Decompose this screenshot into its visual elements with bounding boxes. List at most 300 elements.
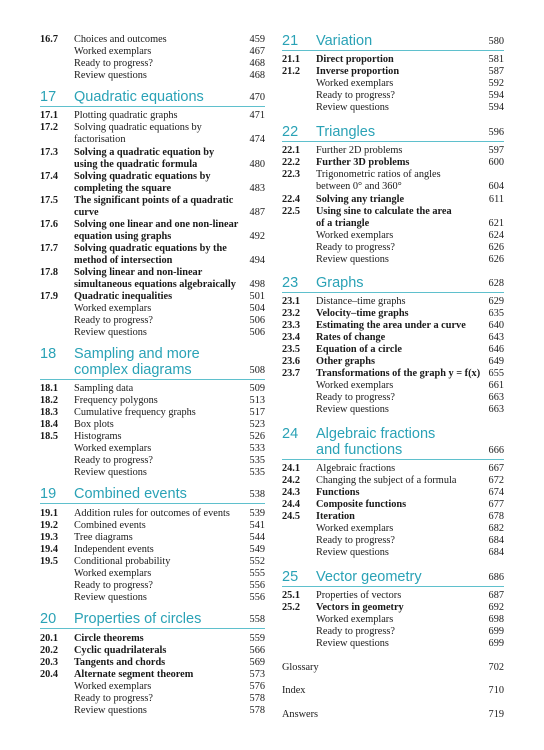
toc-entry[interactable]: [282, 368, 504, 380]
toc-entry[interactable]: [40, 568, 265, 580]
section-title: factorisation: [74, 134, 126, 145]
toc-entry[interactable]: [282, 296, 504, 308]
section-page-number: 494: [249, 255, 265, 266]
toc-entry[interactable]: [40, 395, 265, 407]
section-title: Ready to progress?: [74, 693, 153, 704]
section-page-number: 539: [249, 508, 265, 519]
section-title: Worked exemplars: [316, 78, 394, 89]
section-page-number: 541: [249, 520, 265, 531]
section-number: 20.1: [40, 633, 59, 644]
section-page-number: 684: [488, 547, 504, 558]
section-title: simultaneous equations algebraically: [74, 279, 236, 290]
chapter-number: 23: [282, 275, 299, 291]
section-title: Review questions: [316, 638, 389, 649]
section-title: Transformations of the graph y = f(x): [316, 368, 481, 379]
toc-entry[interactable]: [282, 626, 504, 638]
entry-title: Index: [282, 685, 306, 696]
chapter-number: 20: [40, 611, 57, 627]
section-title: Vectors in geometry: [316, 602, 404, 613]
section-title: Trigonometric ratios of angles: [316, 169, 441, 180]
toc-entry[interactable]: [282, 54, 504, 66]
section-page-number: 674: [488, 487, 504, 498]
section-title: Tree diagrams: [74, 532, 133, 543]
section-number: 18.3: [40, 407, 59, 418]
section-page-number: 667: [488, 463, 504, 474]
section-number: 23.7: [282, 368, 301, 379]
chapter-title-line: Combined events: [74, 486, 187, 502]
toc-entry[interactable]: [282, 78, 504, 90]
toc-entry[interactable]: [40, 46, 265, 58]
toc-entry[interactable]: [40, 383, 265, 395]
toc-entry[interactable]: [40, 407, 265, 419]
section-number: 17.1: [40, 110, 59, 121]
section-title: Changing the subject of a formula: [316, 475, 457, 486]
toc-entry[interactable]: [282, 254, 504, 266]
toc-entry[interactable]: [282, 590, 504, 602]
section-number: 18.4: [40, 419, 59, 430]
section-title: Ready to progress?: [316, 535, 395, 546]
chapter-number: 22: [282, 124, 299, 140]
toc-entry[interactable]: [282, 102, 504, 114]
section-title: Cyclic quadrilaterals: [74, 645, 167, 656]
section-number: 25.2: [282, 602, 301, 613]
section-title: Further 3D problems: [316, 157, 410, 168]
section-number: 24.4: [282, 499, 301, 510]
section-page-number: 535: [249, 455, 265, 466]
chapter-title: [74, 89, 204, 105]
chapter-title: [74, 611, 201, 627]
toc-entry[interactable]: [282, 90, 504, 102]
toc-entry-continuation[interactable]: [40, 231, 265, 243]
chapter-title: [316, 33, 372, 49]
section-page-number: 552: [249, 556, 265, 567]
toc-entry[interactable]: [40, 195, 265, 207]
section-page-number: 523: [249, 419, 265, 430]
back-matter-entry[interactable]: [282, 685, 504, 697]
section-page-number: 699: [488, 626, 504, 637]
section-page-number: 672: [488, 475, 504, 486]
section-number: 18.5: [40, 431, 59, 442]
section-title: Cumulative frequency graphs: [74, 407, 196, 418]
section-title: Worked exemplars: [74, 46, 152, 57]
section-page-number: 559: [249, 633, 265, 644]
chapter-title-line: Graphs: [316, 275, 364, 291]
section-number: 17.5: [40, 195, 59, 206]
toc-entry[interactable]: [282, 499, 504, 511]
toc-entry[interactable]: [282, 356, 504, 368]
section-number: 22.2: [282, 157, 301, 168]
chapter-page-number: 686: [488, 572, 504, 583]
section-page-number: 549: [249, 544, 265, 555]
toc-entry[interactable]: [40, 34, 265, 46]
section-page-number: 459: [249, 34, 265, 45]
section-title: Direct proportion: [316, 54, 394, 65]
section-page-number: 501: [249, 291, 265, 302]
section-page-number: 649: [488, 356, 504, 367]
toc-entry-continuation[interactable]: [40, 279, 265, 291]
toc-entry[interactable]: [40, 267, 265, 279]
section-title: Iteration: [316, 511, 355, 522]
section-page-number: 498: [249, 279, 265, 290]
section-title: Worked exemplars: [74, 443, 152, 454]
toc-entry[interactable]: [282, 463, 504, 475]
section-page-number: 506: [249, 315, 265, 326]
toc-entry-continuation[interactable]: [40, 183, 265, 195]
section-number: 25.1: [282, 590, 301, 601]
section-page-number: 467: [249, 46, 265, 57]
chapter-title-line: Algebraic fractions: [316, 426, 436, 442]
toc-entry[interactable]: [40, 467, 265, 479]
toc-entry[interactable]: [40, 669, 265, 681]
section-title: Rates of change: [316, 332, 386, 343]
toc-entry[interactable]: [40, 532, 265, 544]
chapter-title-line: Triangles: [316, 124, 376, 140]
toc-entry[interactable]: [282, 344, 504, 356]
section-page-number: 661: [488, 380, 504, 391]
section-page-number: 569: [249, 657, 265, 668]
toc-entry[interactable]: [40, 243, 265, 255]
section-page-number: 504: [249, 303, 265, 314]
chapter-number: 25: [282, 569, 299, 585]
section-page-number: 556: [249, 592, 265, 603]
section-title: Ready to progress?: [316, 392, 395, 403]
section-title: Worked exemplars: [74, 681, 152, 692]
section-title: Solving linear and non-linear: [74, 267, 203, 278]
toc-entry[interactable]: [40, 633, 265, 645]
section-page-number: 677: [488, 499, 504, 510]
chapter-rule: [40, 503, 265, 504]
section-number: 24.1: [282, 463, 301, 474]
section-title: Solving quadratic equations by the: [74, 243, 227, 254]
toc-entry[interactable]: [40, 580, 265, 592]
chapter-title: [316, 426, 435, 458]
section-page-number: 480: [249, 159, 265, 170]
section-number: 23.6: [282, 356, 301, 367]
section-title: Review questions: [316, 254, 389, 265]
section-page-number: 646: [488, 344, 504, 355]
entry-title: Glossary: [282, 662, 319, 673]
section-title: Worked exemplars: [316, 380, 394, 391]
section-number: 19.5: [40, 556, 59, 567]
section-title: Review questions: [316, 102, 389, 113]
toc-entry[interactable]: [282, 511, 504, 523]
section-title: Properties of vectors: [316, 590, 402, 601]
toc-entry[interactable]: [282, 547, 504, 559]
section-title: The significant points of a quadratic: [74, 195, 234, 206]
section-title: Review questions: [74, 705, 147, 716]
section-number: 17.2: [40, 122, 59, 133]
section-number: 20.3: [40, 657, 59, 668]
section-page-number: 544: [249, 532, 265, 543]
section-page-number: 687: [488, 590, 504, 601]
toc-entry-continuation[interactable]: [282, 181, 504, 193]
toc-entry-continuation[interactable]: [40, 134, 265, 146]
toc-entry[interactable]: [282, 602, 504, 614]
section-page-number: 635: [488, 308, 504, 319]
section-title: Composite functions: [316, 499, 407, 510]
toc-entry[interactable]: [40, 147, 265, 159]
toc-entry[interactable]: [40, 443, 265, 455]
section-title: Worked exemplars: [74, 568, 152, 579]
toc-entry[interactable]: [40, 520, 265, 532]
section-number: 22.1: [282, 145, 301, 156]
section-page-number: 594: [488, 102, 504, 113]
section-title: Ready to progress?: [316, 242, 395, 253]
chapter-page-number: 628: [488, 278, 504, 289]
section-page-number: 556: [249, 580, 265, 591]
section-page-number: 566: [249, 645, 265, 656]
back-matter-entry[interactable]: [282, 709, 504, 721]
section-number: 24.2: [282, 475, 301, 486]
section-number: 18.2: [40, 395, 59, 406]
section-title: Frequency polygons: [74, 395, 158, 406]
back-matter-entry[interactable]: [282, 662, 504, 674]
toc-entry[interactable]: [40, 645, 265, 657]
toc-entry[interactable]: [40, 70, 265, 82]
chapter-rule: [40, 106, 265, 107]
section-number: 19.2: [40, 520, 59, 531]
section-page-number: 663: [488, 392, 504, 403]
entry-title: Answers: [282, 709, 319, 720]
section-page-number: 526: [249, 431, 265, 442]
section-page-number: 513: [249, 395, 265, 406]
toc-entry[interactable]: [282, 169, 504, 181]
chapter-title-line: complex diagrams: [74, 362, 192, 378]
section-title: Worked exemplars: [74, 303, 152, 314]
entry-page-number: 719: [488, 709, 504, 720]
toc-entry[interactable]: [282, 614, 504, 626]
section-page-number: 597: [488, 145, 504, 156]
section-title: Equation of a circle: [316, 344, 402, 355]
toc-entry[interactable]: [282, 320, 504, 332]
section-page-number: 663: [488, 404, 504, 415]
section-page-number: 624: [488, 230, 504, 241]
section-title: Review questions: [74, 467, 147, 478]
section-number: 19.1: [40, 508, 59, 519]
toc-entry[interactable]: [40, 455, 265, 467]
toc-entry[interactable]: [282, 308, 504, 320]
section-page-number: 684: [488, 535, 504, 546]
section-title: Estimating the area under a curve: [316, 320, 466, 331]
toc-entry[interactable]: [40, 693, 265, 705]
section-number: 19.4: [40, 544, 59, 555]
toc-entry[interactable]: [282, 157, 504, 169]
section-title: Review questions: [316, 547, 389, 558]
toc-entry[interactable]: [40, 171, 265, 183]
section-page-number: 643: [488, 332, 504, 343]
chapter-page-number: 470: [249, 92, 265, 103]
section-number: 16.7: [40, 34, 59, 45]
section-page-number: 517: [249, 407, 265, 418]
chapter-title: [74, 486, 187, 502]
toc-entry[interactable]: [40, 122, 265, 134]
chapter-title-line: Vector geometry: [316, 569, 422, 585]
section-page-number: 629: [488, 296, 504, 307]
section-title: Choices and outcomes: [74, 34, 167, 45]
section-page-number: 581: [488, 54, 504, 65]
section-number: 17.8: [40, 267, 59, 278]
chapter-page-number: 558: [249, 614, 265, 625]
section-title: Ready to progress?: [316, 90, 395, 101]
chapter-page-number: 666: [488, 445, 504, 456]
toc-entry-continuation[interactable]: [40, 207, 265, 219]
section-number: 22.5: [282, 206, 301, 217]
toc-entry[interactable]: [40, 705, 265, 717]
section-title: Alternate segment theorem: [74, 669, 194, 680]
chapter-rule: [40, 379, 265, 380]
chapter-number: 21: [282, 33, 299, 49]
toc-entry[interactable]: [282, 638, 504, 650]
section-title: method of intersection: [74, 255, 173, 266]
section-number: 23.2: [282, 308, 301, 319]
section-title: Ready to progress?: [74, 315, 153, 326]
toc-entry[interactable]: [282, 404, 504, 416]
section-title: Box plots: [74, 419, 114, 430]
toc-entry[interactable]: [40, 592, 265, 604]
section-title: Distance–time graphs: [316, 296, 406, 307]
toc-entry[interactable]: [282, 230, 504, 242]
chapter-rule: [282, 586, 504, 587]
section-title: Sampling data: [74, 383, 134, 394]
section-page-number: 468: [249, 58, 265, 69]
section-title: Ready to progress?: [316, 626, 395, 637]
chapter-rule: [282, 141, 504, 142]
entry-page-number: 710: [488, 685, 504, 696]
toc-entry[interactable]: [40, 315, 265, 327]
section-title: Independent events: [74, 544, 154, 555]
chapter-title: [316, 124, 375, 140]
section-title: Velocity–time graphs: [316, 308, 409, 319]
toc-entry-continuation[interactable]: [40, 255, 265, 267]
section-page-number: 555: [249, 568, 265, 579]
section-title: completing the square: [74, 183, 172, 194]
toc-entry[interactable]: [282, 487, 504, 499]
chapter-number: 18: [40, 346, 57, 362]
toc-entry[interactable]: [40, 681, 265, 693]
section-page-number: 678: [488, 511, 504, 522]
toc-entry[interactable]: [40, 303, 265, 315]
section-title: Review questions: [74, 70, 147, 81]
section-page-number: 682: [488, 523, 504, 534]
chapter-title: [316, 569, 422, 585]
section-title: Circle theorems: [74, 633, 144, 644]
section-title: Tangents and chords: [74, 657, 166, 668]
chapter-rule: [282, 50, 504, 51]
toc-entry[interactable]: [40, 219, 265, 231]
section-title: Worked exemplars: [316, 614, 394, 625]
section-page-number: 611: [488, 194, 504, 205]
section-title: Review questions: [316, 404, 389, 415]
toc-entry[interactable]: [282, 194, 504, 206]
section-page-number: 509: [249, 383, 265, 394]
chapter-title-line: Properties of circles: [74, 611, 202, 627]
chapter-number: 17: [40, 89, 57, 105]
section-page-number: 492: [249, 231, 265, 242]
chapter-rule: [282, 292, 504, 293]
section-title: Solving a quadratic equation by: [74, 147, 215, 158]
chapter-page-number: 508: [249, 365, 265, 376]
section-title: Review questions: [74, 592, 147, 603]
section-title: Solving any triangle: [316, 194, 405, 205]
chapter-title-line: Variation: [316, 33, 373, 49]
section-title: Other graphs: [316, 356, 376, 367]
toc-entry[interactable]: [40, 556, 265, 568]
toc-entry[interactable]: [282, 206, 504, 218]
toc-entry[interactable]: [40, 327, 265, 339]
section-number: 24.3: [282, 487, 301, 498]
section-title: Solving one linear and one non-linear: [74, 219, 239, 230]
toc-entry[interactable]: [282, 332, 504, 344]
chapter-title-line: and functions: [316, 442, 403, 458]
section-page-number: 483: [249, 183, 265, 194]
section-number: 19.3: [40, 532, 59, 543]
chapter-page-number: 596: [488, 127, 504, 138]
toc-entry[interactable]: [282, 145, 504, 157]
section-number: 21.1: [282, 54, 301, 65]
section-title: Combined events: [74, 520, 146, 531]
section-number: 17.7: [40, 243, 59, 254]
toc-entry[interactable]: [40, 419, 265, 431]
toc-entry[interactable]: [282, 380, 504, 392]
section-number: 20.4: [40, 669, 59, 680]
section-number: 23.5: [282, 344, 301, 355]
section-page-number: 604: [488, 181, 504, 192]
toc-entry[interactable]: [40, 291, 265, 303]
section-title: Inverse proportion: [316, 66, 400, 77]
section-page-number: 692: [488, 602, 504, 613]
toc-entry[interactable]: [282, 392, 504, 404]
toc-entry-continuation[interactable]: [40, 159, 265, 171]
section-title: Ready to progress?: [74, 580, 153, 591]
section-page-number: 600: [488, 157, 504, 168]
section-title: using the quadratic formula: [74, 159, 198, 170]
section-title: Quadratic inequalities: [74, 291, 173, 302]
section-number: 22.3: [282, 169, 301, 180]
toc-entry[interactable]: [282, 242, 504, 254]
toc-entry[interactable]: [40, 508, 265, 520]
section-number: 20.2: [40, 645, 59, 656]
section-page-number: 578: [249, 693, 265, 704]
chapter-title-line: Sampling and more: [74, 346, 200, 362]
section-number: 17.4: [40, 171, 59, 182]
section-page-number: 474: [249, 134, 265, 145]
toc-entry[interactable]: [40, 431, 265, 443]
toc-entry[interactable]: [282, 535, 504, 547]
toc-entry[interactable]: [282, 475, 504, 487]
chapter-rule: [282, 459, 504, 460]
section-page-number: 576: [249, 681, 265, 692]
toc-entry[interactable]: [40, 110, 265, 122]
section-page-number: 592: [488, 78, 504, 89]
section-page-number: 594: [488, 90, 504, 101]
chapter-title: [316, 275, 364, 291]
toc-entry[interactable]: [282, 66, 504, 78]
chapter-rule: [40, 628, 265, 629]
section-title: between 0° and 360°: [316, 181, 402, 192]
chapter-number: 19: [40, 486, 57, 502]
toc-entry[interactable]: [40, 544, 265, 556]
section-title: curve: [74, 207, 99, 218]
chapter-page-number: 538: [249, 489, 265, 500]
section-title: Solving quadratic equations by: [74, 171, 211, 182]
toc-entry[interactable]: [40, 657, 265, 669]
section-page-number: 621: [488, 218, 504, 229]
toc-entry[interactable]: [282, 523, 504, 535]
section-page-number: 626: [488, 242, 504, 253]
section-title: Worked exemplars: [316, 230, 394, 241]
toc-entry[interactable]: [40, 58, 265, 70]
toc-entry-continuation[interactable]: [282, 218, 504, 230]
